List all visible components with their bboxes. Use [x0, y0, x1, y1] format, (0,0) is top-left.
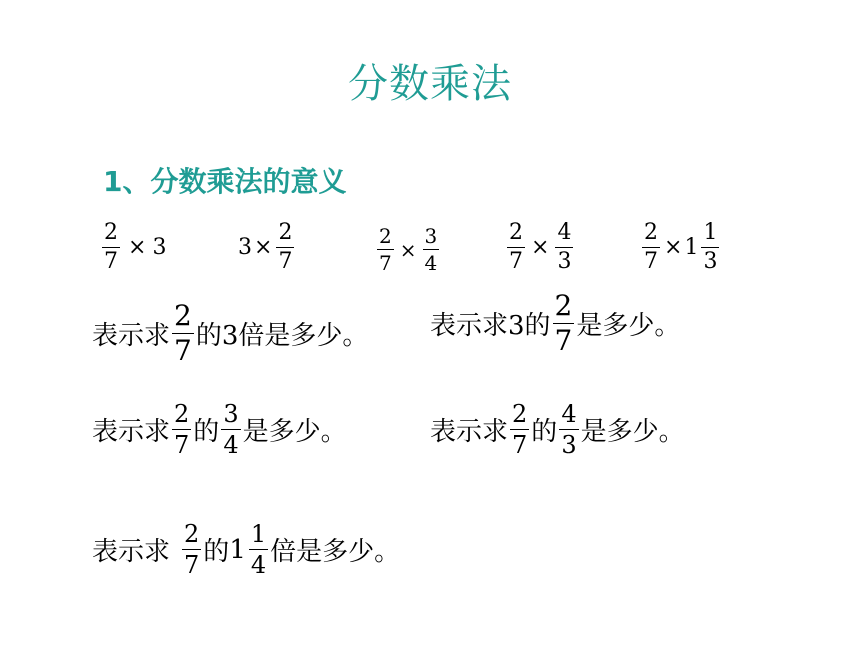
- whole-number: 3: [238, 235, 252, 260]
- page-title: 分数乘法: [348, 61, 512, 107]
- fraction: $\frac{3}{4}$: [223, 400, 239, 459]
- fraction: $\frac{2}{7}$: [379, 224, 392, 275]
- fraction: $\frac{2}{7}$: [174, 299, 192, 367]
- fraction: $\frac{3}{4}$: [424, 224, 438, 275]
- times-sign: ×: [531, 235, 550, 260]
- fraction: $\frac{4}{3}$: [557, 220, 572, 274]
- meaning-3: 表示求 $\frac{2}{7}$ 的 $\frac{3}{4}$ 是多少。: [92, 400, 347, 459]
- meaning-5: 表示求 $\frac{2}{7}$ 的 1 $\frac{1}{4}$ 倍是多少。: [92, 520, 401, 579]
- times-sign: ×: [128, 235, 147, 260]
- whole-number: 3: [152, 235, 167, 260]
- meaning-2: 表示求3的 $\frac{2}{7}$ 是多少。: [430, 289, 681, 357]
- expression-2: [238, 222, 296, 273]
- fraction: $\frac{4}{3}$: [561, 400, 577, 459]
- expression-3: [375, 226, 441, 273]
- fraction: $\frac{2}{7}$: [184, 520, 200, 579]
- meaning-4: 表示求 $\frac{2}{7}$ 的 $\frac{4}{3}$ 是多少。: [430, 400, 685, 459]
- meaning-1: 表示求 $\frac{2}{7}$ 的3倍是多少。: [92, 299, 369, 367]
- fraction: $\frac{2}{7}$: [278, 220, 293, 274]
- fraction: $\frac{2}{7}$: [104, 220, 118, 274]
- times-sign: ×: [664, 235, 683, 260]
- expression-4: [505, 222, 575, 273]
- fraction: $\frac{1}{3}$: [703, 220, 718, 274]
- fraction: $\frac{1}{4}$: [250, 520, 267, 579]
- whole-number: 1: [684, 235, 699, 260]
- times-sign: ×: [254, 235, 273, 260]
- expression-1: [100, 222, 166, 273]
- fraction: $\frac{2}{7}$: [174, 400, 190, 459]
- fraction: $\frac{2}{7}$: [554, 289, 573, 357]
- fraction: $\frac{2}{7}$: [512, 400, 528, 459]
- section-heading: 1、分数乘法的意义: [103, 165, 347, 198]
- fraction: $\frac{2}{7}$: [509, 220, 523, 274]
- fraction: $\frac{2}{7}$: [644, 220, 658, 274]
- times-sign: ×: [399, 237, 417, 262]
- expression-5: [640, 222, 721, 273]
